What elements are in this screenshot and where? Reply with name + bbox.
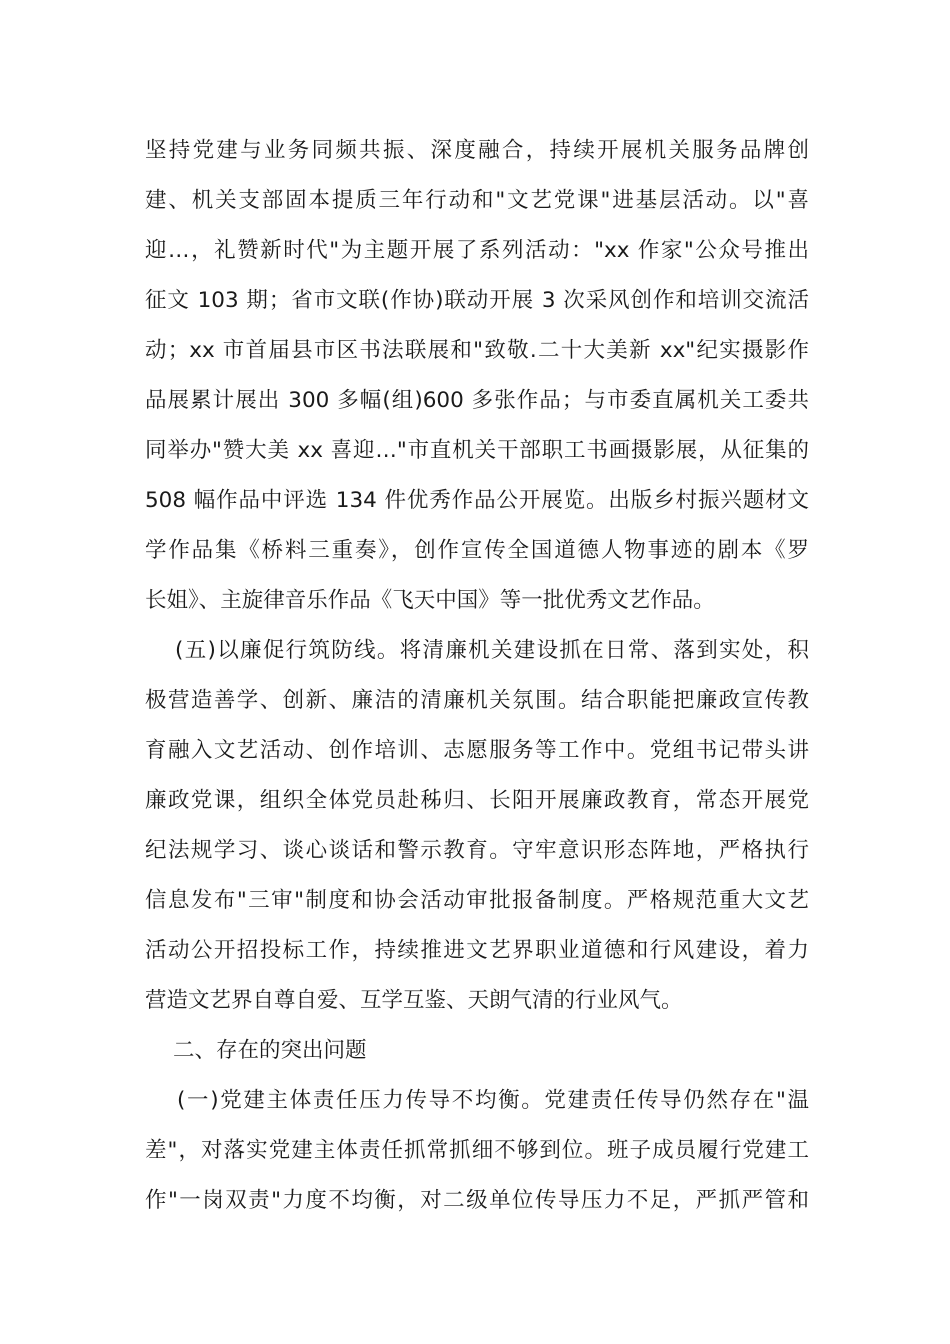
text-line: 活动公开招投标工作，持续推进文艺界职业道德和行风建设，着力 — [145, 938, 809, 963]
text-line: 学作品集《桥料三重奏》，创作宣传全国道德人物事迹的剧本《罗 — [145, 538, 809, 563]
paragraph-problem-one — [145, 1076, 809, 1226]
text-line: 长姐》、主旋律音乐作品《飞天中国》等一批优秀文艺作品。 — [145, 588, 715, 613]
text-line: 育融入文艺活动、创作培训、志愿服务等工作中。党组书记带头讲 — [145, 738, 809, 763]
text-line: 纪法规学习、谈心谈话和警示教育。守牢意识形态阵地，严格执行 — [145, 838, 809, 863]
paragraph-achievements — [145, 126, 809, 626]
text-line: 同举办"赞大美 xx 喜迎…"市直机关干部职工书画摄影展，从征集的 — [145, 438, 809, 463]
text-line: 坚持党建与业务同频共振、深度融合，持续开展机关服务品牌创 — [145, 138, 809, 163]
paragraph-integrity — [145, 626, 809, 1026]
text-line: 品展累计展出 300 多幅(组)600 多张作品；与市委直属机关工委共 — [145, 388, 809, 413]
text-line: 信息发布"三审"制度和协会活动审批报备制度。严格规范重大文艺 — [145, 888, 809, 913]
text-line: 极营造善学、创新、廉洁的清廉机关氛围。结合职能把廉政宣传教 — [145, 688, 809, 713]
heading-problems: 二、存在的突出问题 — [173, 1038, 367, 1063]
text-line: 508 幅作品中评选 134 件优秀作品公开展览。出版乡村振兴题材文 — [145, 488, 809, 513]
text-line: 廉政党课，组织全体党员赴秭归、长阳开展廉政教育，常态开展党 — [145, 788, 809, 813]
text-line: 建、机关支部固本提质三年行动和"文艺党课"进基层活动。以"喜 — [145, 188, 809, 213]
document-body — [145, 126, 809, 1226]
text-line: 迎…，礼赞新时代"为主题开展了系列活动："xx 作家"公众号推出 — [145, 238, 809, 263]
text-line: 动；xx 市首届县市区书法联展和"致敬.二十大美新 xx"纪实摄影作 — [145, 338, 809, 363]
text-line: (一)党建主体责任压力传导不均衡。党建责任传导仍然存在"温 — [177, 1088, 809, 1113]
section-heading — [145, 1026, 809, 1076]
text-line: 作"一岗双责"力度不均衡，对二级单位传导压力不足，严抓严管和 — [145, 1188, 809, 1213]
text-line: 营造文艺界自尊自爱、互学互鉴、天朗气清的行业风气。 — [145, 988, 683, 1013]
text-line: (五)以廉促行筑防线。将清廉机关建设抓在日常、落到实处，积 — [175, 638, 809, 663]
text-line: 差"，对落实党建主体责任抓常抓细不够到位。班子成员履行党建工 — [145, 1138, 809, 1163]
text-line: 征文 103 期；省市文联(作协)联动开展 3 次采风创作和培训交流活 — [145, 288, 809, 313]
